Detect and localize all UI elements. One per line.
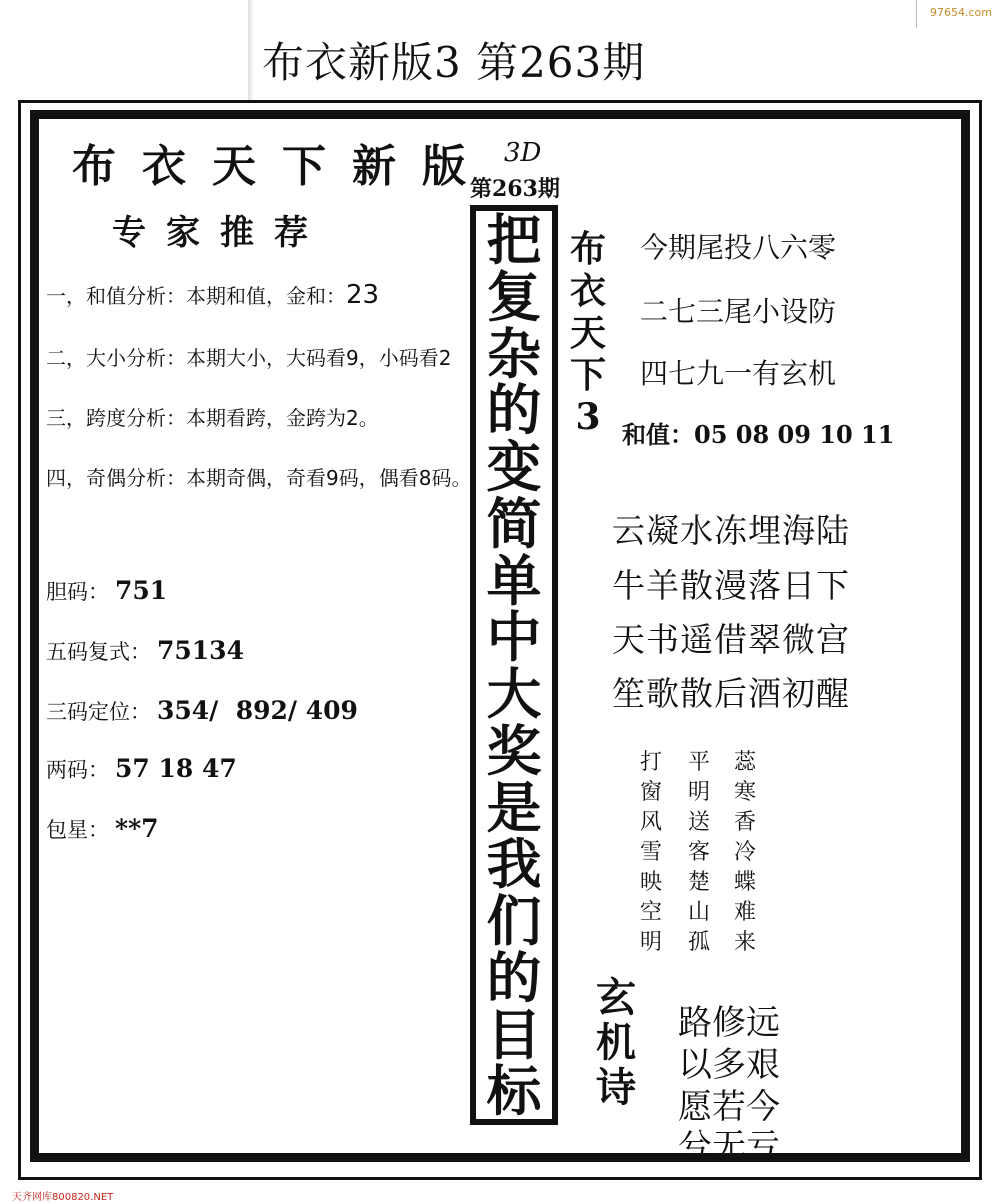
site-watermark: 97654.com	[930, 6, 992, 19]
tail-hint-line: 四七九一有玄机	[640, 357, 837, 390]
pick-value: **7	[115, 814, 159, 843]
label-char: 诗	[596, 1064, 636, 1111]
analysis-value: 23	[346, 280, 380, 310]
label-char: 下	[570, 354, 607, 396]
pick-value: 75134	[157, 636, 244, 665]
grid-char: 寒	[734, 780, 757, 805]
grid-char: 雪	[640, 840, 663, 865]
poem-line: 云凝水冻埋海陆	[612, 511, 850, 550]
hint-grid-column	[734, 748, 756, 958]
period-tag: 3D	[504, 138, 542, 168]
analysis-row	[46, 342, 451, 371]
grid-char: 来	[734, 930, 757, 955]
grid-char: 映	[640, 870, 663, 895]
tail-hint-line: 今期尾投八六零	[640, 231, 837, 264]
grid-char: 空	[640, 900, 663, 925]
poem-line: 笙歌散后酒初醒	[612, 674, 850, 713]
poem-line: 天书遥借翠微宫	[612, 620, 850, 659]
pick-label: 三码定位：	[46, 700, 151, 724]
pick-label: 包星：	[46, 818, 109, 842]
label-char: 天	[570, 312, 607, 354]
slogan-char: 们	[486, 889, 542, 953]
mystery-poem-label	[596, 975, 636, 1110]
tail-hint-line: 二七三尾小设防	[640, 295, 837, 328]
analysis-label: 二，大小分析：本期大小，大码看9，小码看2	[46, 346, 452, 370]
label-char: 衣	[570, 270, 607, 312]
grid-char: 客	[688, 840, 711, 865]
pick-row	[46, 576, 167, 606]
slogan-char: 的	[486, 945, 542, 1010]
slogan-char: 杂	[486, 321, 542, 386]
grid-char: 窗	[640, 780, 663, 805]
left-heading: 布衣天下新版	[72, 141, 492, 192]
grid-char: 山	[688, 900, 711, 925]
sum-values: 05 08 09 10 11	[694, 420, 895, 449]
grid-char: 楚	[688, 870, 711, 895]
pick-row	[46, 754, 237, 784]
analysis-row	[46, 462, 471, 491]
grid-char: 打	[640, 750, 663, 775]
grid-char: 难	[734, 900, 757, 925]
label-char: 布	[570, 228, 607, 270]
hint-grid-column	[640, 748, 662, 958]
grid-char: 风	[640, 810, 663, 835]
slogan-vertical	[476, 208, 552, 1124]
slogan-char: 标	[486, 1059, 542, 1124]
pick-value: 57 18 47	[115, 754, 237, 783]
slogan-char: 目	[486, 1002, 542, 1067]
grid-char: 送	[688, 810, 711, 835]
pick-value: 751	[115, 576, 168, 605]
grid-char: 香	[734, 810, 757, 835]
slogan-char: 单	[486, 548, 542, 613]
footer-watermark: 天齐网库800820.NET	[12, 1192, 114, 1203]
page-title: 布衣新版3 第263期	[262, 38, 646, 87]
right-vertical-label	[570, 228, 606, 438]
slogan-char: 简	[486, 491, 542, 556]
mystery-poem-line: 兮无亏	[678, 1127, 780, 1167]
analysis-label: 一，和值分析：本期和值，金和：	[46, 284, 346, 308]
analysis-row	[46, 280, 379, 310]
slogan-char: 我	[486, 832, 542, 897]
slogan-char: 是	[486, 775, 542, 840]
pick-label: 五码复式：	[46, 640, 151, 664]
hint-grid-column	[688, 748, 710, 958]
period-number: 第263期	[470, 176, 560, 202]
pick-label: 胆码：	[46, 580, 109, 604]
grid-char: 冷	[734, 840, 757, 865]
grid-char: 明	[688, 780, 711, 805]
label-char: 3	[575, 396, 601, 438]
mystery-poem-line: 愿若今	[678, 1087, 780, 1127]
grid-char: 明	[640, 930, 663, 955]
pick-label: 两码：	[46, 758, 109, 782]
slogan-char: 大	[486, 662, 542, 726]
mystery-poem-line: 路修远	[678, 1003, 780, 1043]
analysis-label: 四，奇偶分析：本期奇偶，奇看9码，偶看8码。	[46, 466, 472, 490]
pick-value: 354/ 892/ 409	[157, 696, 358, 725]
label-char: 机	[596, 1019, 636, 1066]
slogan-char: 中	[486, 605, 542, 670]
slogan-char: 的	[486, 378, 542, 443]
mystery-poem-line: 以多艰	[678, 1045, 780, 1085]
sum-values-line	[622, 415, 894, 450]
slogan-char: 奖	[486, 718, 542, 783]
grid-char: 平	[688, 750, 711, 775]
page-edge-shadow	[248, 0, 254, 100]
grid-char: 蝶	[734, 870, 757, 895]
analysis-label: 三，跨度分析：本期看跨，金跨为2。	[46, 406, 379, 430]
sum-label: 和值：	[622, 420, 694, 449]
grid-char: 蕊	[734, 750, 757, 775]
label-char: 玄	[596, 974, 636, 1021]
slogan-char: 把	[486, 208, 542, 272]
analysis-row	[46, 402, 379, 431]
pick-row	[46, 696, 358, 726]
pick-row	[46, 814, 159, 844]
pick-row	[46, 636, 244, 666]
grid-char: 孤	[688, 930, 711, 955]
left-subheading: 专家推荐	[112, 213, 328, 253]
poem-line: 牛羊散漫落日下	[612, 566, 850, 605]
slogan-char: 复	[486, 264, 542, 329]
slogan-char: 变	[486, 435, 542, 499]
